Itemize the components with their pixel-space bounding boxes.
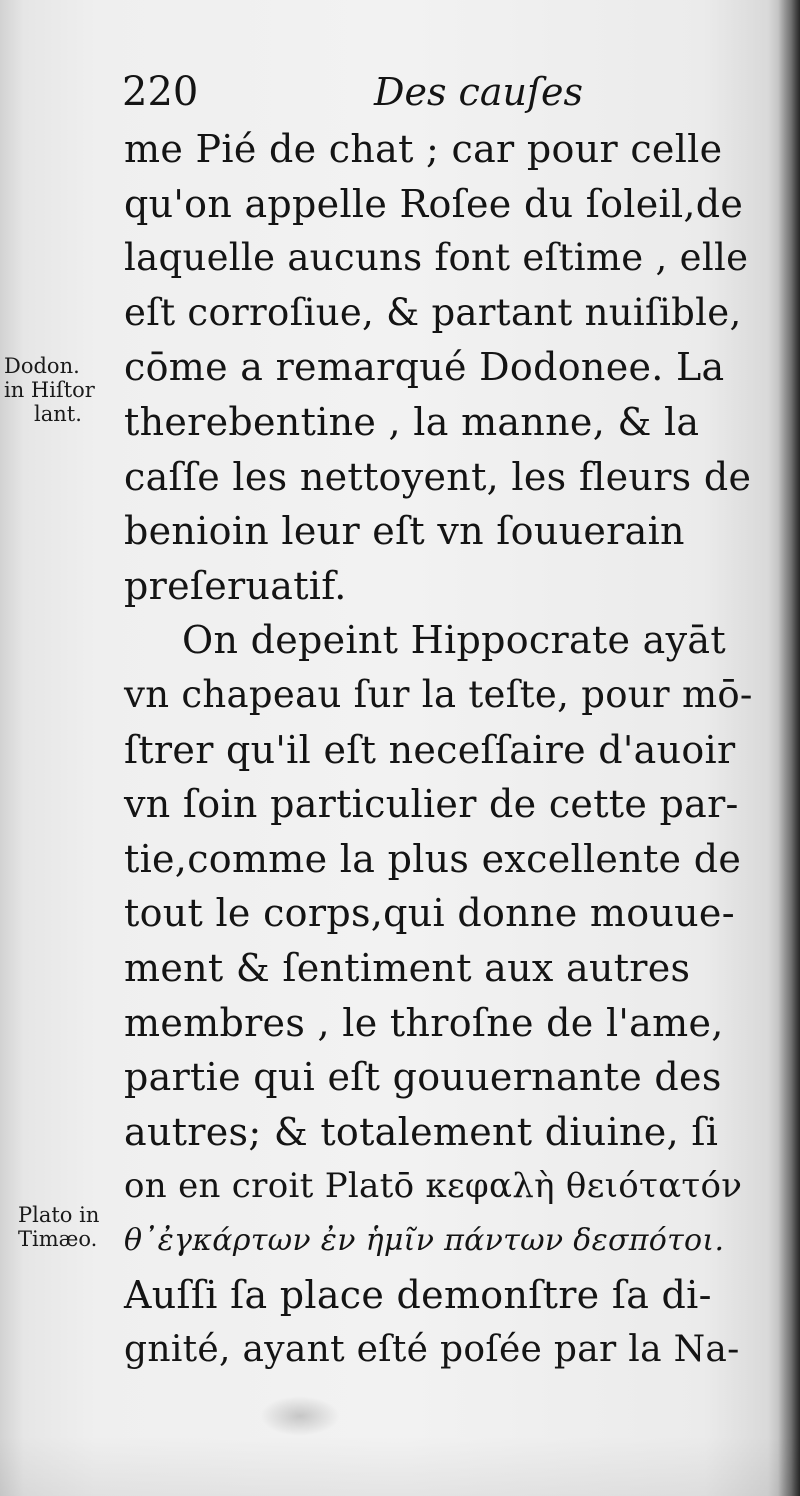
margin-note-dodonee bbox=[4, 354, 95, 426]
text-line: partie qui eſt gouuernante des bbox=[124, 1055, 722, 1100]
text-line: vn chapeau ſur la teſte, pour mō- bbox=[124, 672, 753, 716]
margin-note-line: in Hiſtor bbox=[4, 378, 95, 402]
text-line: membres , le throſne de l'ame, bbox=[124, 1000, 724, 1045]
margin-note-line: Plato in bbox=[18, 1203, 100, 1227]
text-line: ſtrer qu'il eſt neceſſaire d'auoir bbox=[124, 727, 736, 772]
body-text bbox=[124, 122, 754, 1378]
text-line: qu'on appelle Roſee du ſoleil,de bbox=[124, 181, 744, 226]
page-number: 220 bbox=[122, 69, 199, 115]
text-line: vn ſoin particulier de cette par- bbox=[124, 782, 739, 827]
text-line: caſſe les nettoyent, les fleurs de bbox=[124, 454, 752, 499]
text-line: preſeruatif. bbox=[124, 563, 347, 608]
text-line: on en croit Platō κεφαλὴ θειότατόν bbox=[124, 1166, 743, 1207]
page-gutter-shadow bbox=[778, 0, 800, 1496]
page-shadow-bottom bbox=[0, 1436, 800, 1496]
text-line: tout le corps,qui donne mouue- bbox=[124, 891, 735, 936]
margin-note-line: Dodon. bbox=[4, 354, 80, 378]
text-line: autres; & totalement diuine, ſi bbox=[124, 1109, 719, 1154]
margin-note-plato bbox=[18, 1203, 99, 1251]
margin-note-line: Timæo. bbox=[18, 1227, 98, 1251]
text-line: eſt corroſiue, & partant nuiſible, bbox=[124, 290, 742, 334]
margin-note-line: lant. bbox=[34, 402, 82, 426]
text-line: cōme a remarqué Dodonee. La bbox=[124, 345, 725, 390]
text-line: tie,comme la plus excellente de bbox=[124, 836, 742, 881]
paragraph-start-line: On depeint Hippocrate ayāt bbox=[182, 618, 726, 663]
text-line: me Pié de chat ; car pour celle bbox=[124, 127, 723, 171]
text-line: ment & ſentiment aux autres bbox=[124, 945, 691, 990]
text-line: benioin leur eſt vn ſouuerain bbox=[124, 509, 685, 554]
greek-quote-line: θ᾽ἐγκάρτων ἐν ἡμῖν πάντων δεσπότοι. bbox=[124, 1222, 725, 1258]
text-line: Auſſi ſa place demonſtre ſa di- bbox=[124, 1273, 712, 1318]
running-head bbox=[122, 68, 592, 116]
text-line: gnité, ayant eſté poſée par la Na- bbox=[124, 1329, 740, 1371]
text-line: laquelle aucuns font eſtime , elle bbox=[124, 236, 749, 280]
running-title: Des cauſes bbox=[374, 70, 583, 114]
show-through-smudge bbox=[260, 1396, 340, 1436]
text-line: therebentine , la manne, & la bbox=[124, 399, 700, 444]
